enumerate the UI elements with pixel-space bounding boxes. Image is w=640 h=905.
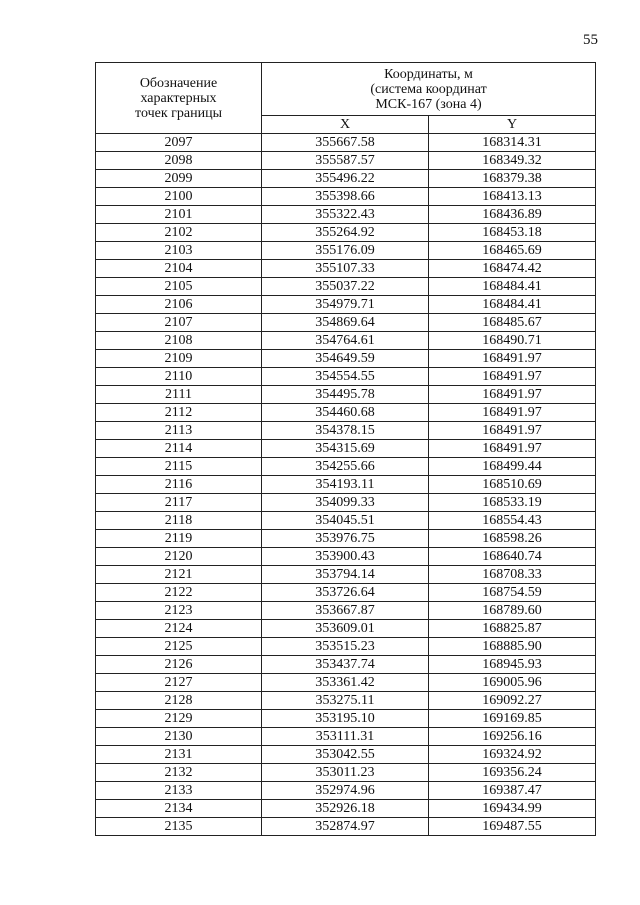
table-row	[96, 764, 596, 782]
table-row	[96, 332, 596, 350]
x-coordinate-cell: 353794.14	[262, 566, 429, 584]
point-cell: 2132	[96, 764, 262, 782]
table-row	[96, 224, 596, 242]
x-coordinate-cell: 353195.10	[262, 710, 429, 728]
y-coordinate-cell: 168491.97	[429, 368, 596, 386]
point-cell: 2123	[96, 602, 262, 620]
y-coordinate-cell: 168554.43	[429, 512, 596, 530]
x-coordinate-cell: 352926.18	[262, 800, 429, 818]
x-coordinate-cell: 353437.74	[262, 656, 429, 674]
y-column-header: Y	[429, 116, 596, 134]
point-cell: 2097	[96, 134, 262, 152]
table-row	[96, 386, 596, 404]
table-row	[96, 476, 596, 494]
table-row	[96, 566, 596, 584]
x-coordinate-cell: 355587.57	[262, 152, 429, 170]
coordinates-table	[95, 62, 596, 836]
y-coordinate-cell: 169256.16	[429, 728, 596, 746]
point-cell: 2124	[96, 620, 262, 638]
table-row	[96, 134, 596, 152]
x-coordinate-cell: 355322.43	[262, 206, 429, 224]
x-coordinate-cell: 354255.66	[262, 458, 429, 476]
table-row	[96, 242, 596, 260]
table-row	[96, 440, 596, 458]
point-designation-header	[96, 63, 262, 134]
y-coordinate-cell: 168474.42	[429, 260, 596, 278]
table-row	[96, 692, 596, 710]
y-coordinate-cell: 168533.19	[429, 494, 596, 512]
x-coordinate-cell: 354099.33	[262, 494, 429, 512]
page-number: 55	[583, 32, 598, 48]
x-coordinate-cell: 353042.55	[262, 746, 429, 764]
point-cell: 2127	[96, 674, 262, 692]
x-coordinate-cell: 354378.15	[262, 422, 429, 440]
point-cell: 2106	[96, 296, 262, 314]
x-coordinate-cell: 355107.33	[262, 260, 429, 278]
point-cell: 2114	[96, 440, 262, 458]
x-coordinate-cell: 353609.01	[262, 620, 429, 638]
point-header-line-1: Обозначение	[139, 75, 218, 91]
point-cell: 2103	[96, 242, 262, 260]
y-coordinate-cell: 168453.18	[429, 224, 596, 242]
point-cell: 2125	[96, 638, 262, 656]
table-row	[96, 278, 596, 296]
y-coordinate-cell: 168945.93	[429, 656, 596, 674]
point-cell: 2109	[96, 350, 262, 368]
x-column-header: X	[262, 116, 429, 134]
point-header-line-3: точек границы	[135, 105, 222, 121]
point-cell: 2099	[96, 170, 262, 188]
x-coordinate-cell: 354495.78	[262, 386, 429, 404]
table-row	[96, 152, 596, 170]
coordinates-header	[262, 63, 596, 116]
point-cell: 2130	[96, 728, 262, 746]
y-coordinate-cell: 168436.89	[429, 206, 596, 224]
table-row	[96, 350, 596, 368]
table-row	[96, 422, 596, 440]
y-coordinate-cell: 169324.92	[429, 746, 596, 764]
point-cell: 2098	[96, 152, 262, 170]
table-row	[96, 494, 596, 512]
point-cell: 2133	[96, 782, 262, 800]
x-coordinate-cell: 352974.96	[262, 782, 429, 800]
coords-header-line-3: МСК-167 (зона 4)	[375, 96, 482, 112]
point-cell: 2122	[96, 584, 262, 602]
y-coordinate-cell: 168379.38	[429, 170, 596, 188]
point-cell: 2102	[96, 224, 262, 242]
x-coordinate-cell: 355398.66	[262, 188, 429, 206]
x-coordinate-cell: 354869.64	[262, 314, 429, 332]
point-header-line-2: характерных	[140, 90, 217, 106]
y-coordinate-cell: 168484.41	[429, 278, 596, 296]
y-coordinate-cell: 168499.44	[429, 458, 596, 476]
y-coordinate-cell: 169387.47	[429, 782, 596, 800]
y-coordinate-cell: 169005.96	[429, 674, 596, 692]
table-row	[96, 620, 596, 638]
point-cell: 2113	[96, 422, 262, 440]
x-coordinate-cell: 354554.55	[262, 368, 429, 386]
y-coordinate-cell: 168640.74	[429, 548, 596, 566]
point-cell: 2101	[96, 206, 262, 224]
table-row	[96, 512, 596, 530]
x-coordinate-cell: 353111.31	[262, 728, 429, 746]
table-row	[96, 530, 596, 548]
coords-header-line-1: Координаты, м	[384, 66, 473, 82]
y-coordinate-cell: 169169.85	[429, 710, 596, 728]
x-coordinate-cell: 354193.11	[262, 476, 429, 494]
table-row	[96, 746, 596, 764]
y-coordinate-cell: 168825.87	[429, 620, 596, 638]
y-coordinate-cell: 169487.55	[429, 818, 596, 836]
point-cell: 2129	[96, 710, 262, 728]
y-coordinate-cell: 168754.59	[429, 584, 596, 602]
x-coordinate-cell: 355176.09	[262, 242, 429, 260]
y-coordinate-cell: 168491.97	[429, 422, 596, 440]
coords-header-line-2: (система координат	[370, 81, 487, 97]
x-coordinate-cell: 353900.43	[262, 548, 429, 566]
point-cell: 2105	[96, 278, 262, 296]
point-cell: 2104	[96, 260, 262, 278]
point-cell: 2116	[96, 476, 262, 494]
x-coordinate-cell: 354315.69	[262, 440, 429, 458]
table-row	[96, 170, 596, 188]
point-cell: 2100	[96, 188, 262, 206]
table-body	[96, 134, 596, 836]
x-coordinate-cell: 355037.22	[262, 278, 429, 296]
point-cell: 2115	[96, 458, 262, 476]
x-coordinate-cell: 353275.11	[262, 692, 429, 710]
point-cell: 2119	[96, 530, 262, 548]
y-coordinate-cell: 168413.13	[429, 188, 596, 206]
table-row	[96, 260, 596, 278]
point-cell: 2128	[96, 692, 262, 710]
point-cell: 2110	[96, 368, 262, 386]
point-cell: 2135	[96, 818, 262, 836]
x-coordinate-cell: 353726.64	[262, 584, 429, 602]
point-cell: 2111	[96, 386, 262, 404]
table-row	[96, 548, 596, 566]
point-cell: 2131	[96, 746, 262, 764]
table-row	[96, 584, 596, 602]
x-coordinate-cell: 354764.61	[262, 332, 429, 350]
x-coordinate-cell: 353011.23	[262, 764, 429, 782]
x-coordinate-cell: 353976.75	[262, 530, 429, 548]
y-coordinate-cell: 169434.99	[429, 800, 596, 818]
y-coordinate-cell: 168485.67	[429, 314, 596, 332]
table-row	[96, 296, 596, 314]
y-coordinate-cell: 168885.90	[429, 638, 596, 656]
x-coordinate-cell: 354979.71	[262, 296, 429, 314]
x-coordinate-cell: 354045.51	[262, 512, 429, 530]
point-cell: 2117	[96, 494, 262, 512]
x-coordinate-cell: 355496.22	[262, 170, 429, 188]
table-row	[96, 818, 596, 836]
point-cell: 2107	[96, 314, 262, 332]
table-row	[96, 638, 596, 656]
point-cell: 2108	[96, 332, 262, 350]
x-coordinate-cell: 354460.68	[262, 404, 429, 422]
table-row	[96, 458, 596, 476]
y-coordinate-cell: 168510.69	[429, 476, 596, 494]
point-cell: 2121	[96, 566, 262, 584]
x-coordinate-cell: 353515.23	[262, 638, 429, 656]
x-coordinate-cell: 352874.97	[262, 818, 429, 836]
point-cell: 2126	[96, 656, 262, 674]
x-coordinate-cell: 355667.58	[262, 134, 429, 152]
y-coordinate-cell: 168708.33	[429, 566, 596, 584]
table-row	[96, 404, 596, 422]
y-coordinate-cell: 169356.24	[429, 764, 596, 782]
x-coordinate-cell: 355264.92	[262, 224, 429, 242]
point-cell: 2134	[96, 800, 262, 818]
table-row	[96, 800, 596, 818]
y-coordinate-cell: 168349.32	[429, 152, 596, 170]
table-row	[96, 206, 596, 224]
point-cell: 2120	[96, 548, 262, 566]
y-coordinate-cell: 168314.31	[429, 134, 596, 152]
y-coordinate-cell: 168491.97	[429, 404, 596, 422]
table-row	[96, 656, 596, 674]
point-cell: 2118	[96, 512, 262, 530]
table-row	[96, 602, 596, 620]
table-row	[96, 188, 596, 206]
y-coordinate-cell: 168484.41	[429, 296, 596, 314]
y-coordinate-cell: 168598.26	[429, 530, 596, 548]
y-coordinate-cell: 169092.27	[429, 692, 596, 710]
table-row	[96, 314, 596, 332]
y-coordinate-cell: 168491.97	[429, 350, 596, 368]
table-row	[96, 710, 596, 728]
table-row	[96, 674, 596, 692]
table-row	[96, 368, 596, 386]
y-coordinate-cell: 168490.71	[429, 332, 596, 350]
x-coordinate-cell: 353361.42	[262, 674, 429, 692]
x-coordinate-cell: 353667.87	[262, 602, 429, 620]
x-coordinate-cell: 354649.59	[262, 350, 429, 368]
y-coordinate-cell: 168465.69	[429, 242, 596, 260]
table-row	[96, 728, 596, 746]
y-coordinate-cell: 168789.60	[429, 602, 596, 620]
y-coordinate-cell: 168491.97	[429, 386, 596, 404]
point-cell: 2112	[96, 404, 262, 422]
y-coordinate-cell: 168491.97	[429, 440, 596, 458]
table-row	[96, 782, 596, 800]
